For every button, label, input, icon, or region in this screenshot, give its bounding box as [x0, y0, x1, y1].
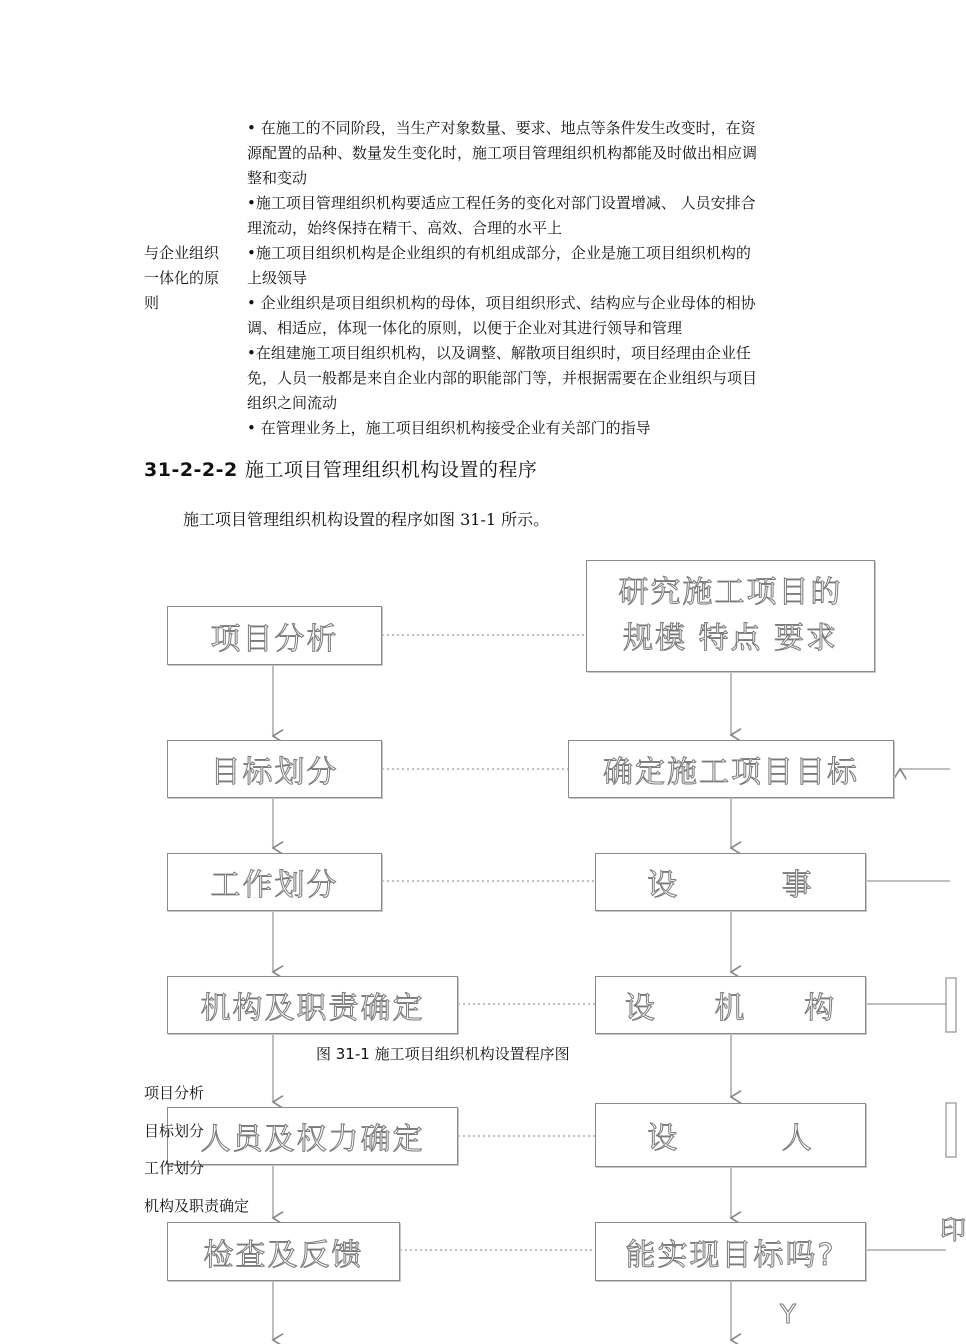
- flow-box-check-feedback: 检查及反馈: [167, 1222, 400, 1281]
- flow-box-line: 规模 特点 要求: [622, 621, 839, 656]
- side-label-line: 一体化的原: [144, 269, 220, 287]
- flow-box-char: 设: [647, 1121, 680, 1156]
- paragraph-line: 调、相适应，体现一体化的原则，以便于企业对其进行领导和管理: [247, 319, 683, 337]
- overlay-label: 项目分析: [144, 1084, 205, 1102]
- yes-label: Y: [780, 1300, 796, 1330]
- paragraph-line: 整和变动: [247, 169, 308, 187]
- overlay-label: 机构及职责确定: [144, 1197, 250, 1215]
- flow-box-char: 事: [781, 868, 814, 903]
- flow-box-char: 构: [804, 991, 837, 1026]
- flow-box-set-staff: [595, 1103, 866, 1167]
- intro-text: 施工项目管理组织机构设置的程序如图 31-1 所示。: [183, 510, 550, 529]
- flow-box-goal-check: 能实现目标吗?: [595, 1222, 866, 1281]
- flow-box-line: 研究施工项目的: [618, 575, 843, 610]
- flow-box-char: 设: [647, 868, 680, 903]
- flow-box-set-structure: [595, 976, 866, 1034]
- flow-box-staff-authority: 人员及权力确定: [167, 1107, 458, 1165]
- edge-box: [946, 978, 956, 1032]
- flow-box-goal-division: 目标划分: [167, 740, 382, 798]
- flow-box-char: 设: [624, 991, 657, 1026]
- paragraph-line: • 在施工的不同阶段，当生产对象数量、要求、地点等条件发生改变时，在资: [247, 119, 756, 137]
- edge-box: [946, 1103, 956, 1157]
- side-label-line: 与企业组织: [144, 244, 220, 262]
- paragraph-line: •施工项目组织机构是企业组织的有机组成部分，企业是施工项目组织机构的: [247, 244, 751, 262]
- paragraph-line: 源配置的品种、数量发生变化时，施工项目管理组织机构都能及时做出相应调: [247, 144, 758, 162]
- flow-box-set-project-goal: 确定施工项目目标: [568, 740, 894, 798]
- paragraph-line: 组织之间流动: [247, 394, 338, 412]
- paragraph-line: 免，人员一般都是来自企业内部的职能部门等，并根据需要在企业组织与项目: [247, 369, 758, 387]
- paragraph-line: •施工项目管理组织机构要适应工程任务的变化对部门设置增减、 人员安排合: [247, 194, 756, 212]
- overlay-label: 工作划分: [144, 1159, 205, 1177]
- flow-box-char: 机: [714, 991, 747, 1026]
- flow-box-work-division: 工作划分: [167, 853, 382, 911]
- flow-box-study-project: [586, 560, 875, 672]
- flow-box-structure-duties: 机构及职责确定: [167, 976, 458, 1034]
- paragraph-line: 上级领导: [247, 269, 308, 287]
- flow-box-set-tasks: [595, 853, 866, 911]
- paragraph-line: 理流动，始终保持在精干、高效、合理的水平上: [247, 219, 563, 237]
- edge-glyph: 印: [940, 1216, 966, 1246]
- section-title: 施工项目管理组织机构设置的程序: [244, 459, 538, 481]
- flow-box-project-analysis: 项目分析: [167, 606, 382, 665]
- flow-box-char: 人: [781, 1121, 814, 1156]
- side-label-line: 则: [144, 294, 160, 312]
- overlay-label: 目标划分: [144, 1122, 205, 1140]
- paragraph-line: • 在管理业务上，施工项目组织机构接受企业有关部门的指导: [247, 419, 651, 437]
- section-number: 31-2-2-2: [144, 459, 238, 481]
- paragraph-line: •在组建施工项目组织机构，以及调整、解散项目组织时，项目经理由企业任: [247, 344, 751, 362]
- paragraph-line: • 企业组织是项目组织机构的母体，项目组织形式、结构应与企业母体的相协: [247, 294, 756, 312]
- figure-caption: 图 31-1 施工项目组织机构设置程序图: [316, 1045, 570, 1063]
